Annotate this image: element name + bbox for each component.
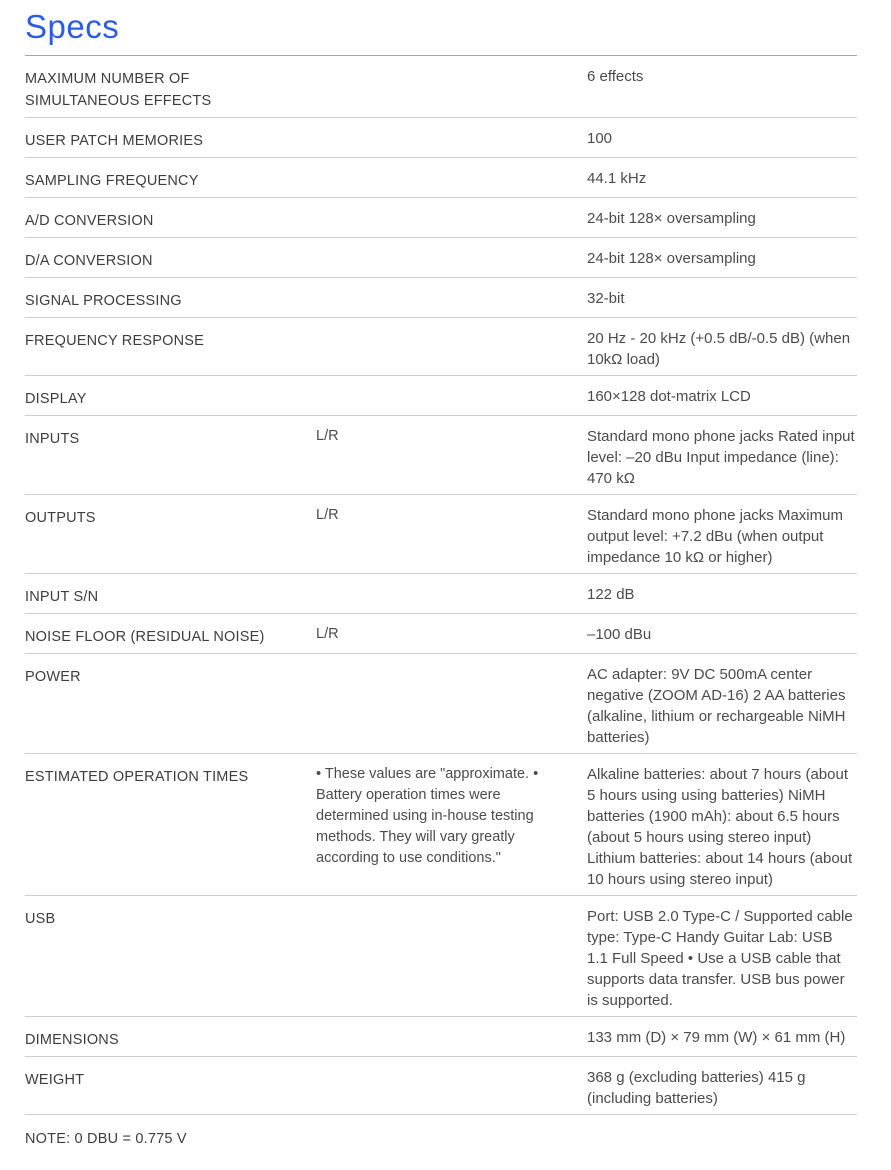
spec-row: [25, 376, 857, 416]
spec-row: [25, 574, 857, 614]
spec-value: Port: USB 2.0 Type-C / Supported cable type: Type-C Handy Guitar Lab: USB 1.1 Full Speed • Use a USB cable that supports data transfer. USB bus power is supported.: [587, 908, 853, 1009]
spec-label: D/A CONVERSION: [25, 253, 153, 269]
footer-note: NOTE: 0 DBU = 0.775 V: [25, 1131, 187, 1147]
spec-row: [25, 278, 857, 318]
spec-value: 20 Hz - 20 kHz (+0.5 dB/-0.5 dB) (when 10kΩ load): [587, 330, 851, 368]
spec-value: 122 dB: [587, 586, 635, 603]
spec-middle-note: L/R: [316, 507, 339, 523]
spec-middle-note: [316, 328, 587, 370]
spec-row: [25, 1057, 857, 1115]
spec-middle-note: [316, 664, 587, 748]
spec-label: USB: [25, 911, 56, 927]
spec-label: POWER: [25, 669, 81, 685]
spec-middle-note: [316, 906, 587, 1011]
spec-label: A/D CONVERSION: [25, 213, 154, 229]
page-title: Specs: [25, 8, 120, 45]
spec-middle-note: [316, 1027, 587, 1051]
spec-value: 24-bit 128× oversampling: [587, 210, 756, 227]
spec-row: [25, 238, 857, 278]
spec-value: 133 mm (D) × 79 mm (W) × 61 mm (H): [587, 1029, 846, 1046]
spec-middle-note: [316, 584, 587, 608]
spec-middle-note: [316, 248, 587, 272]
spec-value: –100 dBu: [587, 626, 652, 643]
spec-row: [25, 495, 857, 574]
spec-value: Standard mono phone jacks Rated input level: –20 dBu Input impedance (line): 470 kΩ: [587, 428, 855, 487]
spec-value: Alkaline batteries: about 7 hours (about 5 hours using using batteries) NiMH batteries (1900 mAh): about 6.5 hours (about 5 hours using stereo input) Lithium batteries: about 14 hours (about 10 hours using stereo input): [587, 766, 853, 888]
spec-label: USER PATCH MEMORIES: [25, 133, 204, 149]
spec-middle-note: [316, 208, 587, 232]
spec-row: [25, 1017, 857, 1057]
spec-row: [25, 158, 857, 198]
spec-value: 160×128 dot-matrix LCD: [587, 388, 751, 405]
spec-label: INPUT S/N: [25, 589, 99, 605]
spec-value: 100: [587, 130, 613, 147]
spec-row: [25, 198, 857, 238]
spec-label: FREQUENCY RESPONSE: [25, 333, 204, 349]
spec-label: SAMPLING FREQUENCY: [25, 173, 199, 189]
spec-middle-note: [316, 386, 587, 410]
spec-row: [25, 754, 857, 896]
spec-middle-note: [316, 168, 587, 192]
spec-label: WEIGHT: [25, 1072, 85, 1088]
spec-row: [25, 318, 857, 376]
spec-row: [25, 654, 857, 754]
spec-value: 6 effects: [587, 68, 644, 85]
spec-row: [25, 56, 857, 118]
spec-middle-note: L/R: [316, 626, 339, 642]
spec-middle-note: L/R: [316, 428, 339, 444]
spec-value: 44.1 kHz: [587, 170, 647, 187]
spec-row: [25, 416, 857, 495]
spec-label: ESTIMATED OPERATION TIMES: [25, 769, 249, 785]
spec-value: 24-bit 128× oversampling: [587, 250, 756, 267]
spec-middle-note: [316, 66, 587, 112]
spec-label: INPUTS: [25, 431, 80, 447]
spec-row: [25, 896, 857, 1017]
spec-table: [25, 56, 857, 1115]
spec-value: 32-bit: [587, 290, 625, 307]
spec-row: [25, 118, 857, 158]
spec-label: NOISE FLOOR (RESIDUAL NOISE): [25, 629, 265, 645]
spec-label: DISPLAY: [25, 391, 87, 407]
spec-label: SIGNAL PROCESSING: [25, 293, 182, 309]
spec-middle-note: • These values are "approximate. • Battery operation times were determined using in-house testing methods. They will vary greatly according to use conditions.": [316, 766, 539, 866]
spec-value: 368 g (excluding batteries) 415 g (including batteries): [587, 1069, 806, 1107]
spec-middle-note: [316, 288, 587, 312]
spec-label: OUTPUTS: [25, 510, 96, 526]
spec-middle-note: [316, 128, 587, 152]
spec-label: DIMENSIONS: [25, 1032, 119, 1048]
spec-row: [25, 614, 857, 654]
spec-value: AC adapter: 9V DC 500mA center negative (ZOOM AD-16) 2 AA batteries (alkaline, lithium or rechargeable NiMH batteries): [587, 666, 846, 746]
spec-value: Standard mono phone jacks Maximum output level: +7.2 dBu (when output impedance 10 kΩ or higher): [587, 507, 843, 566]
page-header: [25, 8, 857, 56]
spec-label: MAXIMUM NUMBER OF SIMULTANEOUS EFFECTS: [25, 71, 212, 109]
spec-middle-note: [316, 1067, 587, 1109]
